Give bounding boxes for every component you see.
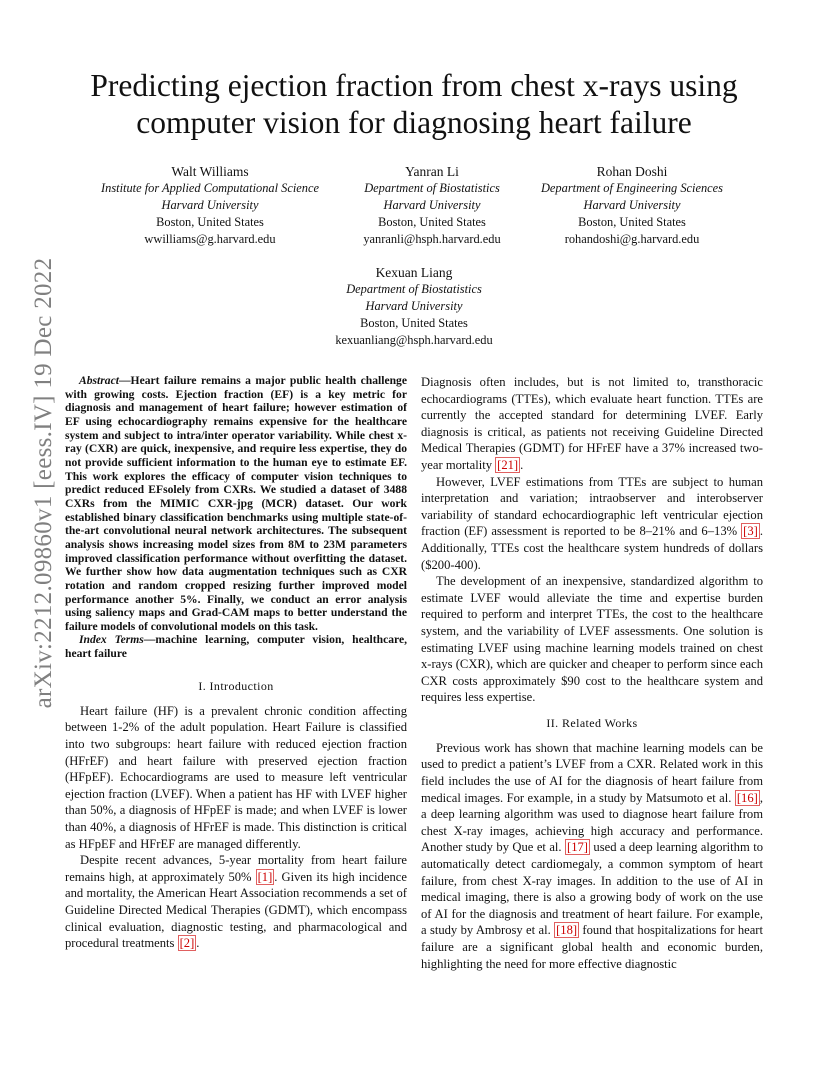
author-block (294, 264, 534, 349)
citation-link[interactable]: [3] (743, 524, 758, 539)
paragraph-text: . (520, 457, 524, 472)
arxiv-identifier (26, 257, 62, 709)
body-paragraph (421, 374, 763, 474)
author-university: Harvard University (583, 198, 681, 212)
citation-link[interactable]: [18] (556, 923, 578, 938)
author-name: Kexuan Liang (375, 265, 453, 280)
arxiv-identifier-text: arXiv:2212.09860v1 [eess.IV] 19 Dec 2022 (30, 257, 57, 709)
author-city: Boston, United States (156, 215, 264, 229)
author-name: Yanran Li (405, 164, 459, 179)
author-department: Institute for Applied Computational Science (101, 181, 319, 195)
citation-link[interactable]: [16] (736, 790, 758, 805)
author-email: kexuanliang@hsph.harvard.edu (335, 333, 493, 347)
author-email: rohandoshi@g.harvard.edu (564, 232, 700, 246)
author-name: Walt Williams (171, 164, 249, 179)
author-city: Boston, United States (578, 215, 686, 229)
author-email: wwilliams@g.harvard.edu (144, 232, 276, 246)
abstract-label: Abstract (79, 374, 119, 387)
author-block (90, 163, 330, 248)
author-email: yanranli@hsph.harvard.edu (363, 232, 501, 246)
citation-link[interactable]: [2] (179, 936, 195, 951)
author-department: Department of Biostatistics (346, 282, 482, 296)
author-city: Boston, United States (378, 215, 486, 229)
section-heading-related-works: II. Related Works (546, 715, 638, 730)
intro-paragraph (65, 852, 407, 952)
paragraph-text: Diagnosis often includes, but is not limited to, transthoracic echocardiograms (TTEs), which evaluate heart function. TTEs are currently the accepted standard for determining LVEF. Early diagnosis is critical, as patients not receiving Guideline Directed Medical Therapies (GDMT) for HFrEF have a 37% increased two-year mortality (421, 375, 763, 472)
author-department: Department of Biostatistics (364, 181, 500, 195)
paragraph-text: Despite recent advances, 5-year mortality from heart failure remains high, at approximately 50% (65, 853, 407, 884)
paragraph-text: . Additionally, TTEs cost the healthcare system hundreds of dollars ($200-400). (421, 524, 763, 572)
citation-link[interactable]: [21] (497, 457, 519, 472)
paragraph-text: used a deep learning algorithm to automatically detect cardiomegaly, a common symptom of heart failure, from chest X-ray images. In addition to the use of AI in medical imaging, there is also a growing body of work on the use of AI for the diagnosis and treatment of heart failure. For example, a study by Ambrosy et al. (421, 840, 763, 938)
paragraph-text: . Given its high incidence and mortality, the American Heart Association recommends a set of Guideline Directed Medical Therapies (GDMT), which encompass clinical evaluation, diagnostic testing, and pharmacological and procedural treatments (65, 869, 407, 951)
body-paragraph: The development of an inexpensive, standardized algorithm to estimate LVEF would alleviate the time and expertise burden required to perform and interpret TTEs, the cost to the healthcare system, and the variability of LVEF assessments. One solution is estimating LVEF using machine learning models trained on chest x-rays (CXR), which are quicker and cheaper to perform since each CXR costs approximately $90 cost to the healthcare system and requires less expertise. (421, 574, 763, 705)
intro-paragraph: Heart failure (HF) is a prevalent chronic condition affecting between 1-2% of the adult population. Heart Failure is classified into two subgroups: heart failure with reduced ejection fraction (HFrEF) and heart failure with preserved ejection fraction (HFpEF). Echocardiograms are used to measure left ventricular ejection fraction (LVEF). When a patient has HF with LVEF higher than 50%, a diagnosis of HFpEF is made; and when LVEF is lower than 40%, a diagnosis of HFrEF is made. This distinction is critical as HFpEF and HFrEF are managed differently. (65, 703, 407, 851)
title-line-2: computer vision for diagnosing heart failure (136, 105, 692, 140)
author-university: Harvard University (383, 198, 481, 212)
author-university: Harvard University (365, 299, 463, 313)
paragraph-text: , a deep learning algorithm was used to diagnose heart failure from chest X-ray images, achieving high accuracy and performance. Another study by Que et al. (421, 790, 763, 855)
paragraph-text: Previous work has shown that machine learning models can be used to predict a patient’s LVEF from a CXR. Related work in this field includes the use of AI for the diagnosis of heart failure from medical images. For example, in a study by Matsumoto et al. (421, 740, 763, 805)
paragraph-text: However, LVEF estimations from TTEs are subject to human interpretation and variation; intraobserver and interobserver variability of standard echocardiographic left ventricular ejection fraction (EF) assessment is reported to be 8–21% and 6–13% (421, 474, 763, 539)
related-works-paragraph (421, 740, 763, 972)
paragraph-text: found that hospitalizations for heart failure are a significant global health and economic burden, highlighting the need for more effective diagnostic (421, 923, 763, 971)
right-column (421, 374, 763, 972)
author-university: Harvard University (161, 198, 259, 212)
abstract (65, 374, 407, 633)
index-terms (65, 633, 407, 660)
citation-link[interactable]: [17] (567, 840, 588, 855)
author-name: Rohan Doshi (596, 164, 668, 179)
section-heading-introduction: I. Introduction (198, 678, 274, 693)
title-line-1: Predicting ejection fraction from chest x-rays using (90, 68, 738, 103)
author-block (512, 163, 752, 248)
body-paragraph (421, 474, 763, 574)
left-column (65, 374, 407, 952)
paper-title (60, 67, 768, 141)
citation-link[interactable]: [1] (257, 869, 273, 884)
index-terms-text: —machine learning, computer vision, healthcare, heart failure (65, 633, 407, 661)
paragraph-text: . (196, 936, 200, 951)
index-terms-label: Index Terms (79, 633, 144, 647)
author-city: Boston, United States (360, 316, 468, 330)
abstract-text: —Heart failure remains a major public health challenge with growing costs. Ejection fraction (EF) is a key metric for diagnosis and management of heart failure; however estimation of EF using echocardiography remains expensive for the healthcare system and subject to intra/inter operator variability. While chest x-ray (CXR) are quick, inexpensive, and require less expertise, they do not provide sufficient information to the human eye to estimate EF. This work explores the efficacy of computer vision techniques to predict reduced EFsolely from CXRs. We studied a dataset of 3488 CXRs from the MIMIC CXR-jpg (MCR) dataset. Our work established binary classification benchmarks using multiple state-of-the-art convolutional neural network architectures. The subsequent analysis shows increasing model sizes from 8M to 23M parameters improved classification performance without overfitting the dataset. We further show how data augmentation techniques such as CXR rotation and random cropped resizing further improved model performance another 5%. Finally, we conduct an error analysis using saliency maps and Grad-CAM maps to better understand the failure models of convolutional models on this task. (65, 374, 407, 633)
author-department: Department of Engineering Sciences (540, 181, 724, 195)
